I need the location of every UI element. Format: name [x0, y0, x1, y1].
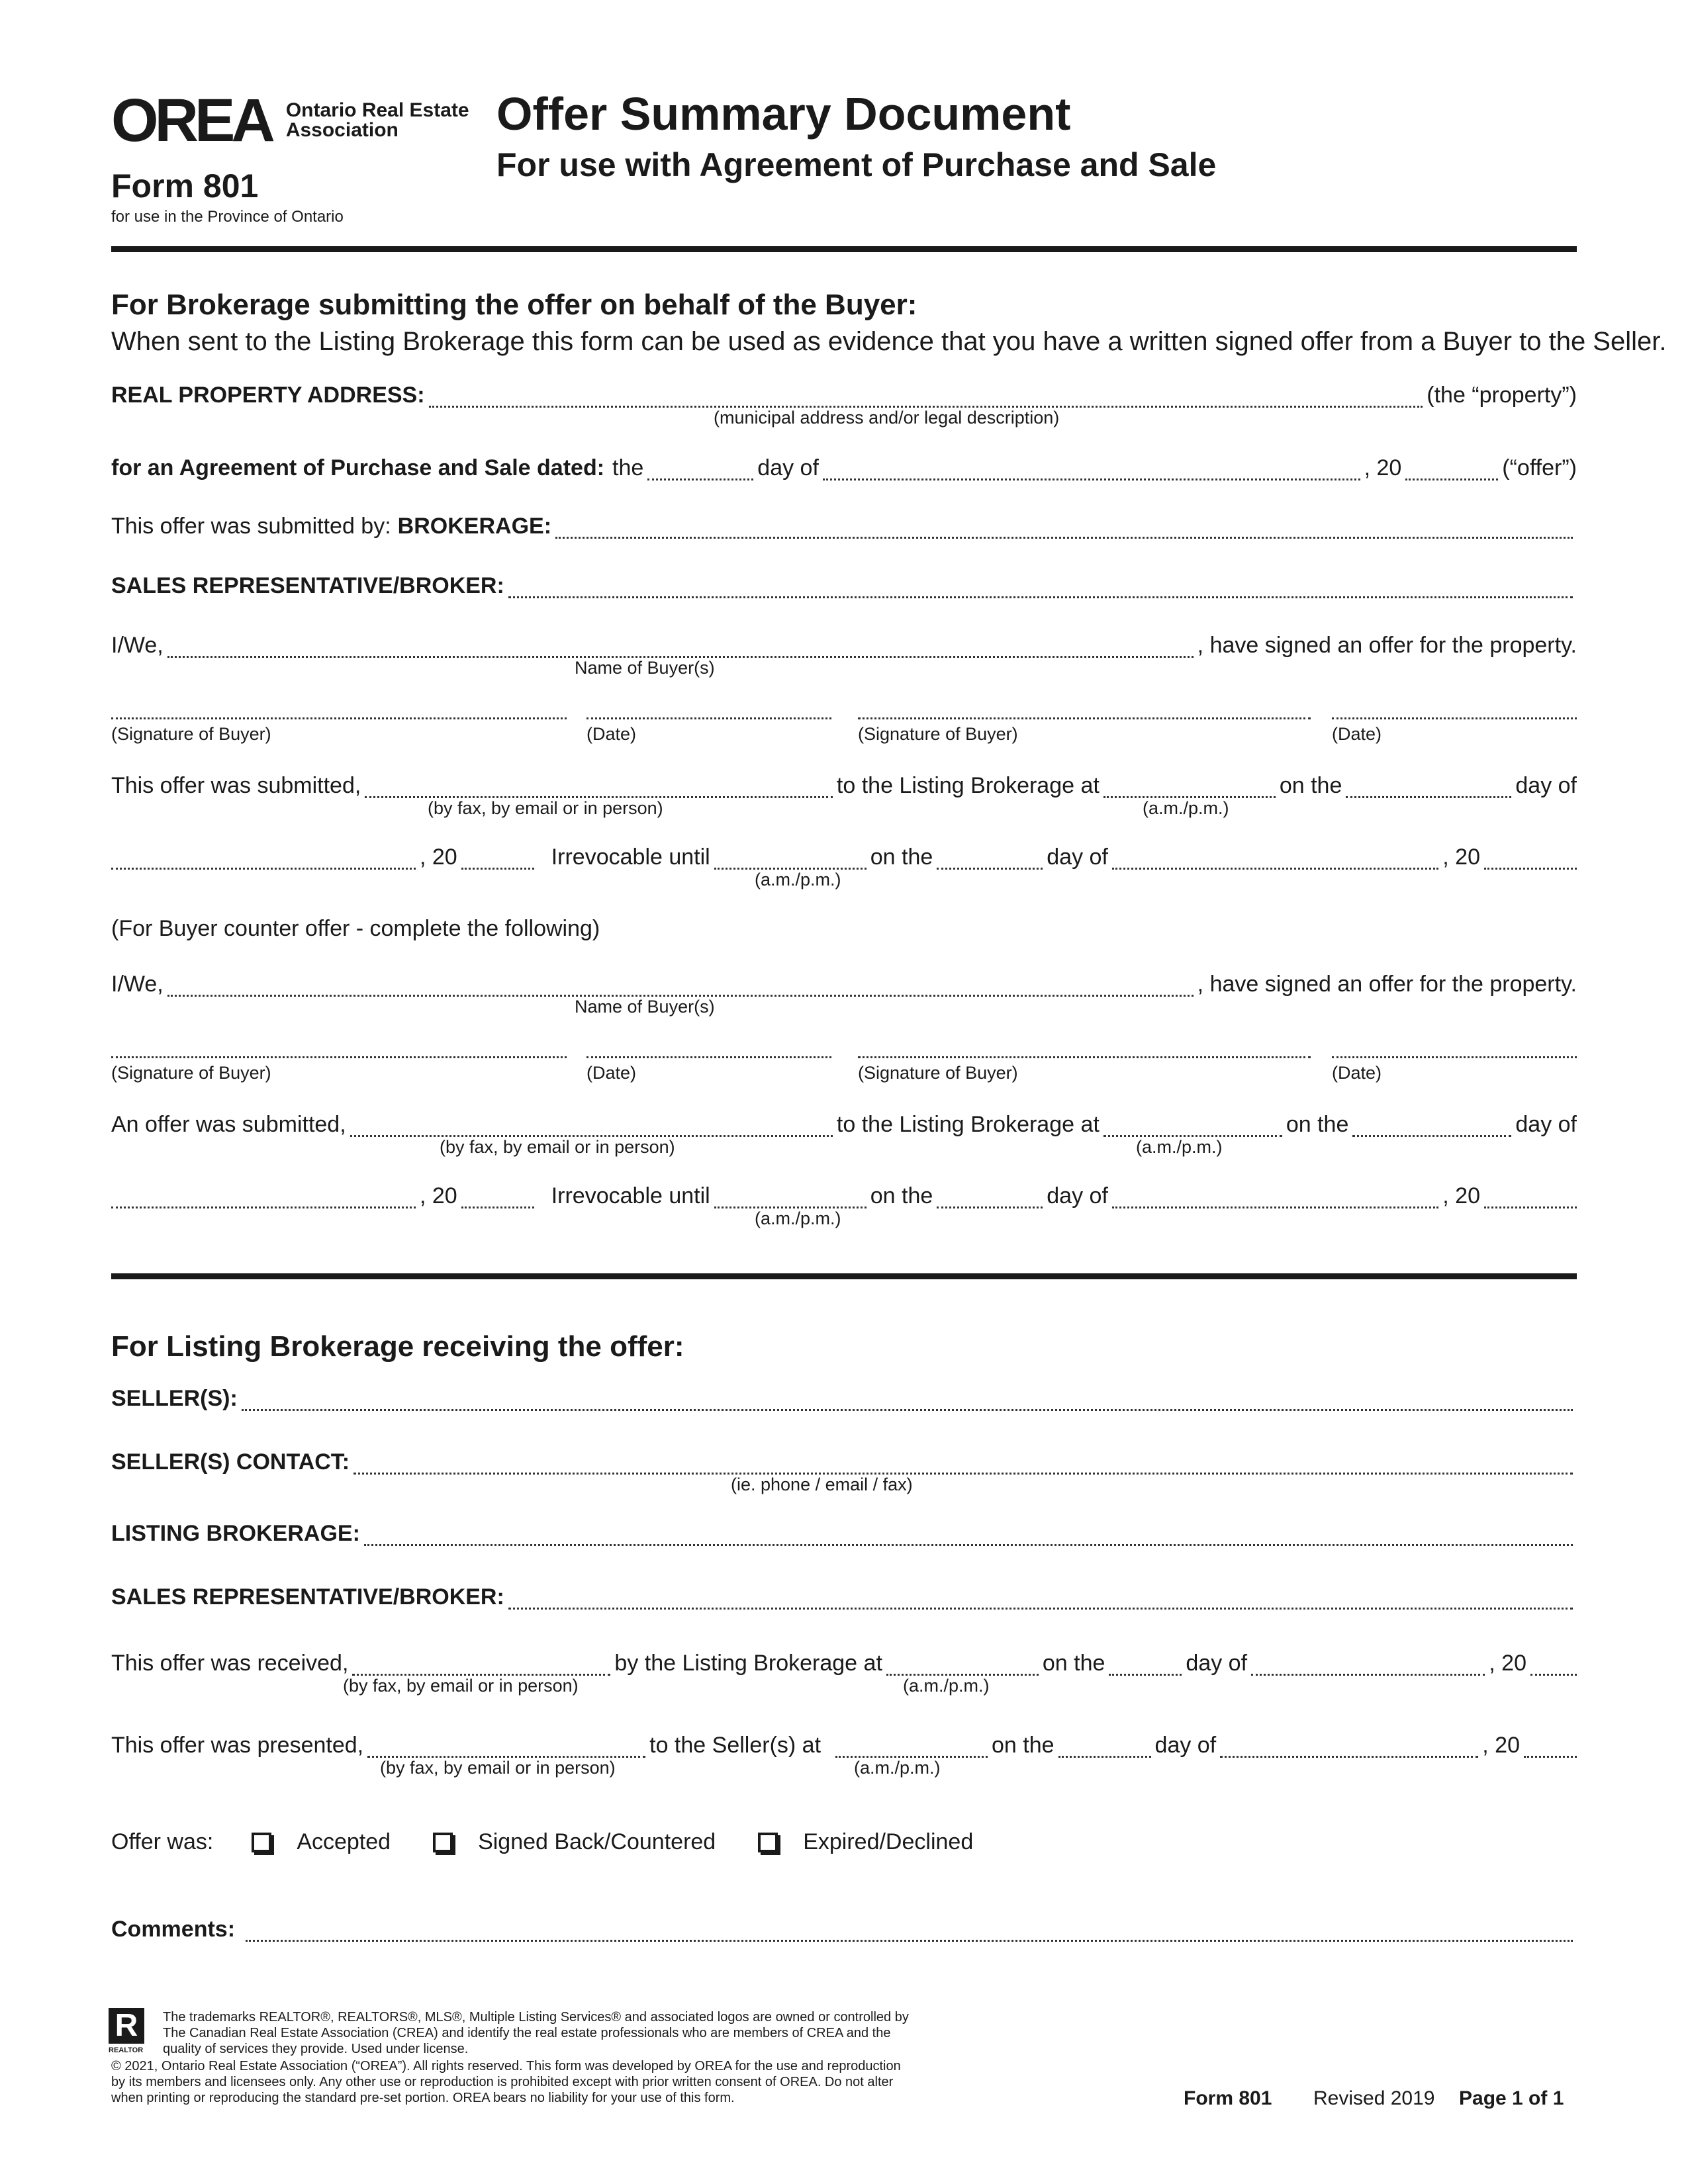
listing-brokerage-label: LISTING BROKERAGE: [111, 1521, 360, 1546]
signature-row-1: (Signature of Buyer) (Date) (Signature of Buyer) (Date) [111, 698, 1577, 744]
irrevocable-day-field[interactable] [937, 868, 1043, 870]
aps-day-field[interactable] [647, 478, 753, 480]
form-scope: for use in the Province of Ontario [111, 208, 344, 226]
aps-label: for an Agreement of Purchase and Sale dated: [111, 455, 605, 480]
counter-offer-note: (For Buyer counter offer - complete the following) [111, 916, 600, 941]
offer-outcome-row [111, 1829, 1015, 1855]
presented-year-field[interactable] [1524, 1756, 1577, 1758]
listing-sales-rep-label: SALES REPRESENTATIVE/BROKER: [111, 1584, 504, 1610]
counter-buyer-signature-field-2[interactable] [858, 1056, 1311, 1058]
footer-revised: Revised 2019 [1313, 2087, 1435, 2109]
sales-rep-label: SALES REPRESENTATIVE/BROKER: [111, 573, 504, 598]
buyer-signature-field-2[interactable] [858, 717, 1311, 719]
signed-back-checkbox[interactable] [433, 1833, 453, 1852]
header-rule [111, 246, 1577, 252]
irrevocable-row-2: , 20 Irrevocable until on the day of , 20 [111, 1183, 1577, 1215]
section-rule [111, 1273, 1577, 1279]
buyer-signature-date-field[interactable] [586, 717, 831, 719]
received-month-field[interactable] [1251, 1674, 1485, 1676]
submission-day-field[interactable] [1346, 796, 1511, 798]
footer-form-name: Form 801 [1184, 2087, 1272, 2109]
property-address-hint: (municipal address and/or legal description) [714, 408, 1060, 428]
buyer-signature-date-field-2[interactable] [1332, 717, 1577, 719]
brokerage-label: BROKERAGE: [397, 514, 552, 539]
copyright-notice: © 2021, Ontario Real Estate Association (“OREA”). All rights reserved. This form was developed by OREA for the use and reproduction by its members and licensees only. Any other use or reproduction is prohibited except with prior written consent of OREA. Do not alter when printing or reproducing the standard pre-set portion. OREA bears no liability for your use of this form. [111, 2059, 901, 2105]
sellers-contact-hint: (ie. phone / email / fax) [731, 1475, 913, 1494]
realtor-word: REALTOR [109, 2046, 144, 2054]
counter-irrevocable-day-field[interactable] [937, 1206, 1043, 1208]
counter-year-field[interactable] [461, 1206, 534, 1208]
aps-suffix: (“offer”) [1502, 455, 1577, 480]
irrevocable-year-field[interactable] [1484, 868, 1577, 870]
org-name-line1: Ontario Real Estate [285, 99, 469, 121]
trademark-notice: The trademarks REALTOR®, REALTORS®, MLS®, Multiple Listing Services® and associated logos are owned or controlled by The Canadian Real Estate Association (CREA) and identify the real estate professionals who are members of CREA and the quality of services they provide. Used under license. [163, 2010, 909, 2056]
sellers-label: SELLER(S): [111, 1386, 238, 1411]
footer-page-number: Page 1 of 1 [1459, 2087, 1564, 2109]
org-name-line2: Association [285, 119, 399, 141]
page-title: Offer Summary Document [496, 88, 1071, 140]
sellers-field[interactable] [242, 1409, 1573, 1411]
property-suffix: (the “property”) [1427, 383, 1577, 408]
listing-brokerage-row [111, 1521, 1577, 1553]
presented-day-field[interactable] [1058, 1756, 1151, 1758]
aps-month-field[interactable] [823, 478, 1360, 480]
irrevocable-row-1: , 20 Irrevocable until on the day of , 20 [111, 844, 1577, 876]
orea-logo-mark: OREA [111, 87, 271, 154]
received-row: This offer was received, by the Listing Brokerage at on the day of , 20 [111, 1651, 1577, 1682]
aps-year-field[interactable] [1405, 478, 1498, 480]
buyer-names-row: I/We, , have signed an offer for the property. [111, 633, 1577, 658]
submission-year-field[interactable] [461, 868, 534, 870]
received-day-field[interactable] [1109, 1674, 1182, 1676]
orea-logo [111, 87, 469, 154]
counter-day-field[interactable] [1352, 1135, 1511, 1137]
comments-label: Comments: [111, 1917, 236, 1942]
buyer-section-intro: When sent to the Listing Brokerage this form can be used as evidence that you have a written signed offer from a Buyer to the Seller. [111, 327, 1667, 356]
accepted-checkbox[interactable] [252, 1833, 271, 1852]
sales-rep-field[interactable] [508, 596, 1573, 598]
listing-sales-rep-row [111, 1584, 1577, 1616]
form-name: Form 801 [111, 167, 259, 205]
signature-row-2: (Signature of Buyer) (Date) (Signature of Buyer) (Date) [111, 1036, 1577, 1083]
presented-row: This offer was presented, to the Seller(s) at on the day of , 20 [111, 1733, 1577, 1764]
option-signed-back[interactable]: Signed Back/Countered [433, 1829, 716, 1855]
property-address-label: REAL PROPERTY ADDRESS: [111, 383, 425, 408]
realtor-mark: R [109, 2008, 144, 2044]
comments-field[interactable] [246, 1940, 1573, 1942]
buyer-sales-rep-row [111, 573, 1577, 605]
sellers-row [111, 1386, 1577, 1418]
received-year-field[interactable] [1530, 1674, 1577, 1676]
buyer-signature-field[interactable] [111, 717, 567, 719]
option-accepted[interactable]: Accepted [252, 1829, 391, 1855]
counter-month-field[interactable] [111, 1206, 416, 1208]
buyer-names-hint: Name of Buyer(s) [575, 658, 715, 678]
submitted-row-1: This offer was submitted, to the Listing Brokerage at on the day of [111, 773, 1577, 798]
counter-signature-date-field[interactable] [586, 1056, 831, 1058]
counter-buyer-names-row: I/We, , have signed an offer for the property. [111, 972, 1577, 997]
counter-irrevocable-month-field[interactable] [1112, 1206, 1438, 1208]
brokerage-field[interactable] [555, 537, 1573, 539]
counter-irrevocable-year-field[interactable] [1484, 1206, 1577, 1208]
listing-brokerage-field[interactable] [364, 1544, 1573, 1546]
submission-month-field[interactable] [111, 868, 416, 870]
aps-date-row: for an Agreement of Purchase and Sale dated: the day of , 20 (“offer”) [111, 455, 1577, 480]
sellers-contact-label: SELLER(S) CONTACT: [111, 1449, 350, 1475]
listing-section-heading: For Listing Brokerage receiving the offer: [111, 1330, 684, 1363]
submitted-by-row: This offer was submitted by: BROKERAGE: [111, 514, 1577, 545]
realtor-logo [109, 2008, 150, 2058]
comments-row [111, 1917, 1577, 1948]
offer-was-label: Offer was: [111, 1829, 214, 1854]
counter-buyer-signature-field[interactable] [111, 1056, 567, 1058]
page-subtitle: For use with Agreement of Purchase and Sale [496, 146, 1217, 183]
irrevocable-month-field[interactable] [1112, 868, 1438, 870]
presented-month-field[interactable] [1220, 1756, 1478, 1758]
sellers-contact-field[interactable] [353, 1473, 1573, 1475]
counter-signature-date-field-2[interactable] [1332, 1056, 1577, 1058]
option-expired[interactable]: Expired/Declined [758, 1829, 973, 1855]
listing-sales-rep-field[interactable] [508, 1608, 1573, 1610]
submitted-row-2: An offer was submitted, to the Listing Brokerage at on the day of [111, 1112, 1577, 1137]
expired-checkbox[interactable] [758, 1833, 778, 1852]
buyer-section-heading: For Brokerage submitting the offer on behalf of the Buyer: [111, 289, 917, 321]
